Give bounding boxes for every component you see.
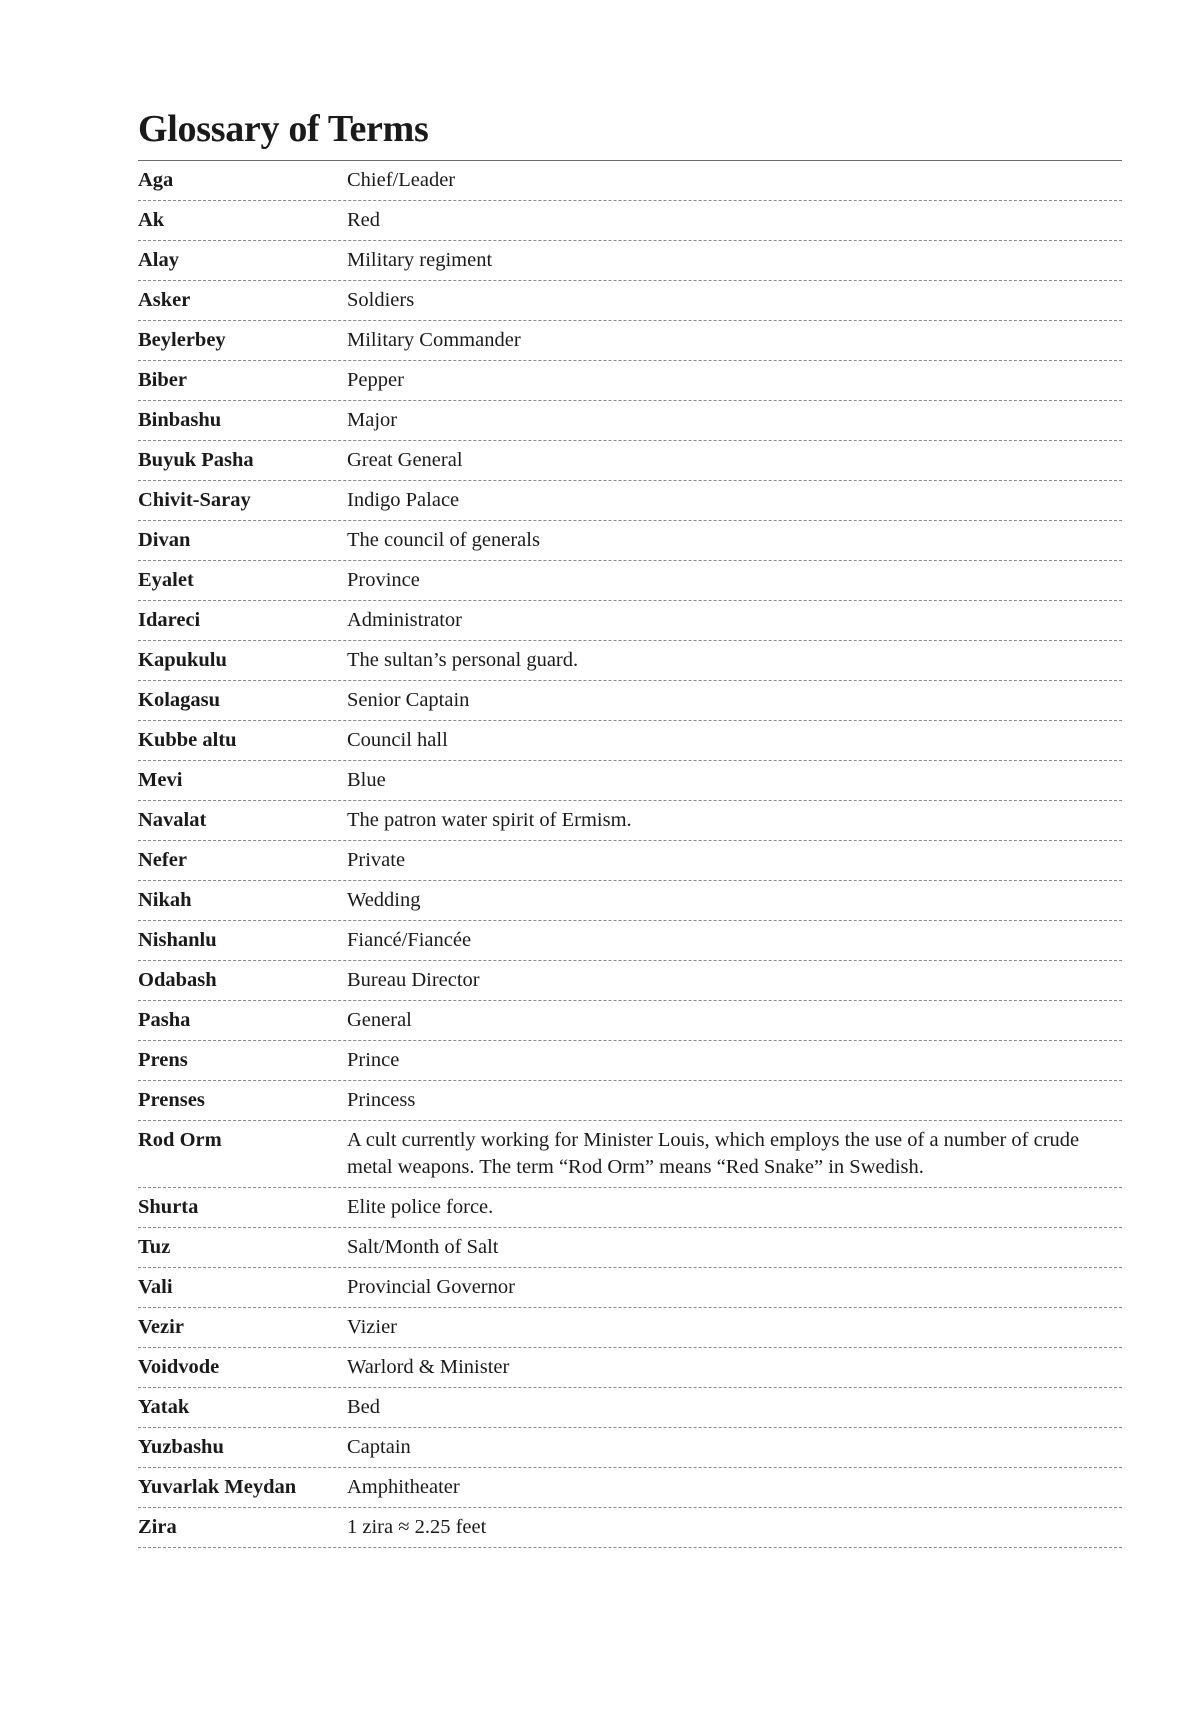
- glossary-term: Rod Orm: [138, 1129, 222, 1151]
- glossary-definition: 1 zira ≈ 2.25 feet: [347, 1516, 487, 1538]
- glossary-row: [138, 161, 1122, 201]
- glossary-term: Aga: [138, 169, 174, 191]
- glossary-row: [138, 601, 1122, 641]
- glossary-row: [138, 1041, 1122, 1081]
- glossary-term: Chivit-Saray: [138, 489, 251, 511]
- glossary-term: Ak: [138, 209, 165, 231]
- glossary-row: [138, 481, 1122, 521]
- glossary-definition: Bed: [347, 1396, 381, 1418]
- glossary-row: [138, 961, 1122, 1001]
- glossary-term: Tuz: [138, 1236, 171, 1258]
- glossary-row: [138, 401, 1122, 441]
- glossary-row: [138, 1268, 1122, 1308]
- glossary-definition: Private: [347, 849, 406, 871]
- glossary-term: Eyalet: [138, 569, 194, 591]
- glossary-term: Nikah: [138, 889, 192, 911]
- glossary-row: [138, 1348, 1122, 1388]
- glossary-row: [138, 441, 1122, 481]
- glossary-term: Prens: [138, 1049, 188, 1071]
- glossary-row: [138, 241, 1122, 281]
- glossary-term: Binbashu: [138, 409, 222, 431]
- glossary-term: Kubbe altu: [138, 729, 237, 751]
- glossary-row: [138, 521, 1122, 561]
- glossary-row: [138, 721, 1122, 761]
- glossary-definition: Salt/Month of Salt: [347, 1236, 499, 1258]
- glossary-row: [138, 641, 1122, 681]
- glossary-term: Prenses: [138, 1089, 205, 1111]
- glossary-term: Biber: [138, 369, 187, 391]
- glossary-term: Zira: [138, 1516, 177, 1538]
- glossary-term: Yuzbashu: [138, 1436, 224, 1458]
- glossary-definition: Elite police force.: [347, 1196, 494, 1218]
- glossary-term: Yatak: [138, 1396, 190, 1418]
- glossary-definition: Princess: [347, 1089, 416, 1111]
- glossary-row: [138, 1121, 1122, 1188]
- glossary-definition: Council hall: [347, 729, 448, 751]
- glossary-row: [138, 1508, 1122, 1548]
- glossary-term: Nefer: [138, 849, 187, 871]
- glossary-row: [138, 1428, 1122, 1468]
- glossary-definition: Fiancé/Fiancée: [347, 929, 472, 951]
- glossary-definition: The council of generals: [347, 529, 540, 551]
- glossary-term: Odabash: [138, 969, 217, 991]
- glossary-row: [138, 281, 1122, 321]
- glossary-definition: The sultan’s personal guard.: [347, 649, 579, 671]
- glossary-row: [138, 681, 1122, 721]
- glossary-definition: Military Commander: [347, 329, 521, 351]
- glossary-row: [138, 1388, 1122, 1428]
- glossary-definition: Blue: [347, 769, 386, 791]
- glossary-list: [138, 161, 1122, 1548]
- glossary-definition: Captain: [347, 1436, 411, 1458]
- glossary-term: Kapukulu: [138, 649, 227, 671]
- page-title: Glossary of Terms: [138, 106, 1122, 161]
- glossary-term: Vezir: [138, 1316, 184, 1338]
- glossary-row: [138, 761, 1122, 801]
- glossary-row: [138, 1081, 1122, 1121]
- glossary-definition: Amphitheater: [347, 1476, 460, 1498]
- glossary-term: Voidvode: [138, 1356, 220, 1378]
- glossary-term: Idareci: [138, 609, 201, 631]
- glossary-definition: Pepper: [347, 369, 404, 391]
- glossary-row: [138, 361, 1122, 401]
- glossary-definition: Vizier: [347, 1316, 397, 1338]
- glossary-definition: Senior Captain: [347, 689, 470, 711]
- glossary-term: Nishanlu: [138, 929, 217, 951]
- glossary-definition: Soldiers: [347, 289, 415, 311]
- glossary-row: [138, 801, 1122, 841]
- glossary-row: [138, 1308, 1122, 1348]
- glossary-definition: Military regiment: [347, 249, 493, 271]
- glossary-row: [138, 921, 1122, 961]
- glossary-definition: Administrator: [347, 609, 463, 631]
- glossary-term: Pasha: [138, 1009, 191, 1031]
- glossary-definition: Red: [347, 209, 381, 231]
- glossary-term: Buyuk Pasha: [138, 449, 254, 471]
- glossary-definition: Wedding: [347, 889, 421, 911]
- glossary-term: Shurta: [138, 1196, 199, 1218]
- glossary-definition: Indigo Palace: [347, 489, 460, 511]
- glossary-row: [138, 321, 1122, 361]
- glossary-row: [138, 841, 1122, 881]
- glossary-definition: Chief/Leader: [347, 169, 456, 191]
- glossary-row: [138, 201, 1122, 241]
- glossary-definition: Bureau Director: [347, 969, 480, 991]
- glossary-term: Alay: [138, 249, 179, 271]
- glossary-term: Navalat: [138, 809, 207, 831]
- glossary-page: [138, 106, 1122, 1548]
- glossary-definition: Prince: [347, 1049, 400, 1071]
- glossary-definition: General: [347, 1009, 412, 1031]
- glossary-term: Vali: [138, 1276, 173, 1298]
- glossary-term: Mevi: [138, 769, 183, 791]
- glossary-term: Kolagasu: [138, 689, 221, 711]
- glossary-row: [138, 1001, 1122, 1041]
- glossary-term: Beylerbey: [138, 329, 226, 351]
- glossary-row: [138, 561, 1122, 601]
- glossary-term: Yuvarlak Meydan: [138, 1476, 297, 1498]
- glossary-definition: The patron water spirit of Ermism.: [347, 809, 632, 831]
- glossary-row: [138, 1228, 1122, 1268]
- glossary-definition: A cult currently working for Minister Louis, which employs the use of a number of crude metal weapons. The term “Rod Orm” means “Red Snake” in Swedish.: [347, 1129, 1080, 1178]
- glossary-definition: Major: [347, 409, 398, 431]
- glossary-definition: Province: [347, 569, 420, 591]
- glossary-row: [138, 1468, 1122, 1508]
- glossary-term: Divan: [138, 529, 191, 551]
- glossary-definition: Provincial Governor: [347, 1276, 515, 1298]
- glossary-definition: Warlord & Minister: [347, 1356, 510, 1378]
- glossary-row: [138, 1188, 1122, 1228]
- glossary-term: Asker: [138, 289, 191, 311]
- glossary-definition: Great General: [347, 449, 463, 471]
- glossary-row: [138, 881, 1122, 921]
